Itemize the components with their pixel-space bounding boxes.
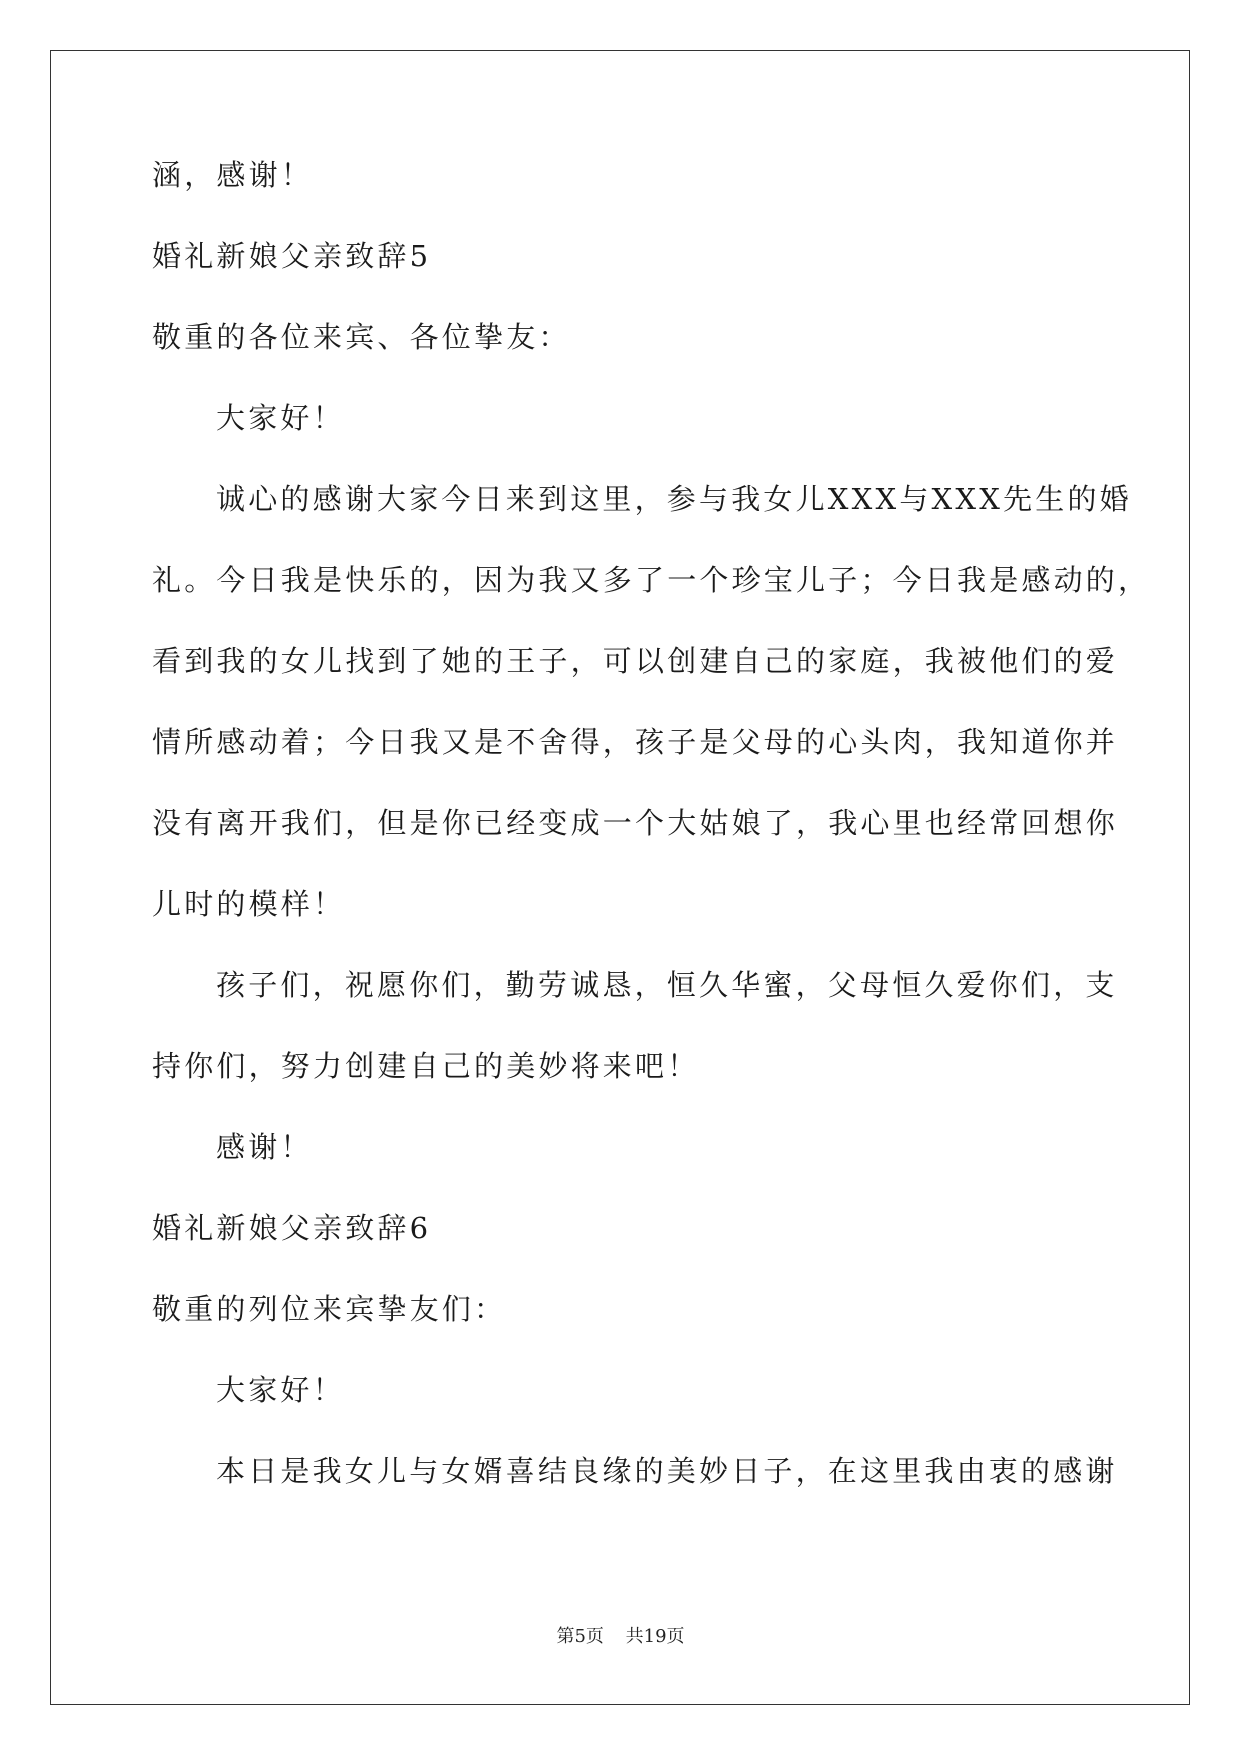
greeting: 大家好！ <box>216 1373 345 1407</box>
document-body <box>152 158 1151 1537</box>
page-number: 第5页 <box>556 1626 604 1647</box>
paragraph-line: 诚心的感谢大家今日来到这里，参与我女儿XXX与XXX先生的婚 <box>216 482 1132 516</box>
paragraph-line: 情所感动着；今日我又是不舍得，孩子是父母的心头肉，我知道你并 <box>152 725 1119 759</box>
section-heading: 婚礼新娘父亲致辞6 <box>152 1211 432 1245</box>
section-heading: 婚礼新娘父亲致辞5 <box>152 239 432 273</box>
paragraph-line: 没有离开我们，但是你已经变成一个大姑娘了，我心里也经常回想你 <box>152 806 1119 840</box>
paragraph-line: 孩子们，祝愿你们，勤劳诚恳，恒久华蜜，父母恒久爱你们，支 <box>216 968 1118 1002</box>
salutation: 敬重的各位来宾、各位挚友： <box>152 320 571 354</box>
salutation: 敬重的列位来宾挚友们： <box>152 1292 507 1326</box>
greeting: 大家好！ <box>216 401 345 435</box>
page-footer <box>0 1622 1241 1648</box>
paragraph-line: 本日是我女儿与女婿喜结良缘的美妙日子，在这里我由衷的感谢 <box>216 1454 1118 1488</box>
paragraph-line: 持你们，努力创建自己的美妙将来吧！ <box>152 1049 700 1083</box>
closing-line: 感谢！ <box>216 1130 313 1164</box>
paragraph-line: 礼。今日我是快乐的，因为我又多了一个珍宝儿子；今日我是感动的， <box>152 563 1151 597</box>
paragraph-line: 看到我的女儿找到了她的王子，可以创建自己的家庭，我被他们的爱 <box>152 644 1119 678</box>
text-line: 涵，感谢！ <box>152 158 314 192</box>
page-total: 共19页 <box>625 1626 685 1647</box>
paragraph-line: 儿时的模样！ <box>152 887 346 921</box>
